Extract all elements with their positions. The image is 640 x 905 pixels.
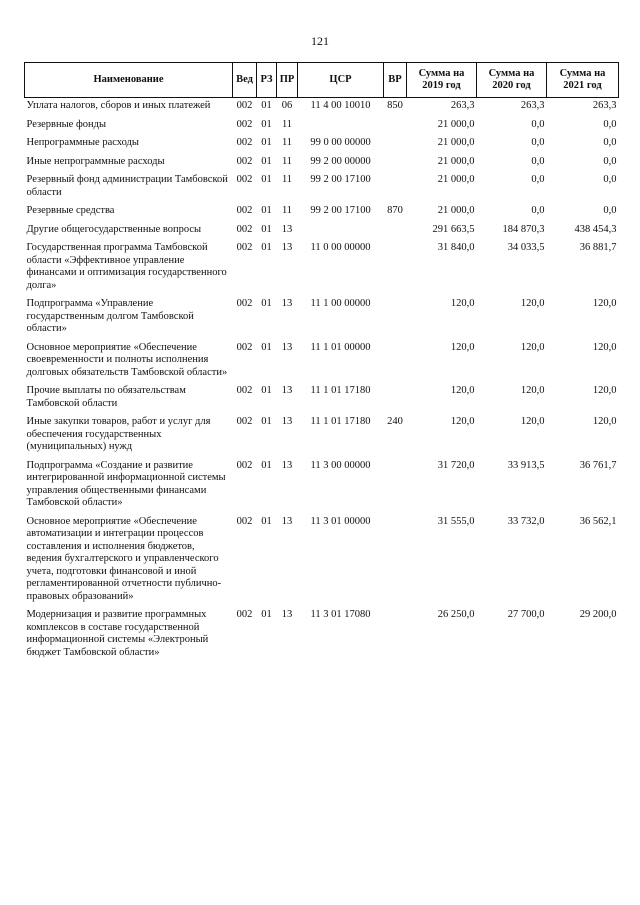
row-name: Модернизация и развитие программных комплексов в составе государственной информационной системы «Электроный бюджет Тамбовской области» [26, 609, 209, 658]
row-pr: 13 [281, 515, 293, 527]
row-ved: 002 [236, 137, 253, 148]
row-vr: 240 [387, 416, 403, 427]
row-name: Резервные фонды [26, 118, 107, 130]
row-ved: 002 [236, 609, 253, 620]
row-vr [384, 383, 407, 414]
row-pr: 06 [281, 100, 293, 111]
row-name: Резервный фонд администрации Тамбовской области [26, 174, 228, 198]
row-rz: 01 [261, 205, 272, 216]
row-vr: 870 [387, 205, 403, 216]
row-sum-2019: 291 663,5 [432, 223, 475, 235]
row-vr [384, 172, 407, 203]
row-sum-2021: 29 200,0 [579, 609, 617, 620]
table-row [25, 240, 619, 296]
row-name: Иные закупки товаров, работ и услуг для обеспечения государственных (муниципальных) нужд [26, 416, 211, 452]
row-vr: 850 [387, 100, 403, 111]
row-sum-2019: 21 000,0 [437, 118, 475, 130]
row-ved: 002 [236, 242, 253, 253]
row-rz: 01 [261, 341, 272, 353]
row-sum-2019: 21 000,0 [437, 137, 475, 148]
row-ved: 002 [236, 385, 253, 396]
table-row [25, 222, 619, 241]
header-vr: ВР [384, 63, 407, 98]
header-pr: ПР [277, 63, 298, 98]
row-ved: 002 [236, 459, 253, 471]
header-name: Наименование [25, 63, 233, 98]
row-csr: 11 1 01 00000 [310, 341, 371, 353]
row-csr: 11 3 01 17080 [310, 609, 371, 620]
row-pr: 13 [281, 242, 293, 253]
row-pr: 13 [281, 341, 293, 353]
row-sum-2019: 120,0 [450, 416, 475, 427]
row-rz: 01 [261, 385, 272, 396]
row-name: Прочие выплаты по обязательствам Тамбовской области [26, 385, 186, 409]
row-rz: 01 [261, 223, 272, 235]
budget-table [24, 62, 619, 663]
row-sum-2020: 120,0 [520, 298, 545, 309]
row-sum-2021: 263,3 [592, 100, 617, 111]
row-sum-2020: 33 732,0 [507, 515, 545, 527]
row-csr [298, 222, 384, 241]
row-csr [298, 117, 384, 136]
header-csr: ЦСР [298, 63, 384, 98]
row-sum-2020: 120,0 [520, 341, 545, 353]
row-vr [384, 514, 407, 608]
row-csr: 11 0 00 00000 [310, 242, 371, 253]
row-name: Подпрограмма «Управление государственным долгом Тамбовской области» [26, 298, 194, 334]
row-sum-2020: 0,0 [531, 155, 545, 167]
row-ved: 002 [236, 155, 253, 167]
row-rz: 01 [261, 174, 272, 185]
row-pr: 11 [281, 174, 293, 185]
row-rz: 01 [261, 298, 272, 309]
row-sum-2020: 34 033,5 [507, 242, 545, 253]
row-name: Резервные средства [26, 205, 115, 216]
row-sum-2021: 120,0 [592, 416, 617, 427]
row-pr: 13 [281, 298, 293, 309]
row-sum-2020: 263,3 [520, 100, 545, 111]
row-rz: 01 [261, 155, 272, 167]
row-name: Иные непрограммные расходы [26, 155, 165, 167]
row-sum-2021: 36 761,7 [579, 459, 617, 471]
row-pr: 13 [281, 223, 293, 235]
row-csr: 11 3 00 00000 [310, 459, 371, 471]
row-sum-2021: 36 881,7 [579, 242, 617, 253]
row-sum-2021: 0,0 [603, 174, 617, 185]
row-vr [384, 222, 407, 241]
row-vr [384, 135, 407, 154]
row-vr [384, 154, 407, 173]
row-pr: 11 [281, 205, 293, 216]
row-sum-2019: 31 840,0 [437, 242, 475, 253]
row-rz: 01 [261, 515, 272, 527]
header-ved: Вед [233, 63, 257, 98]
row-vr [384, 458, 407, 514]
row-sum-2019: 31 555,0 [437, 515, 475, 527]
row-sum-2020: 0,0 [531, 174, 545, 185]
row-sum-2019: 21 000,0 [437, 155, 475, 167]
row-sum-2020: 120,0 [520, 385, 545, 396]
row-ved: 002 [236, 341, 253, 353]
row-name: Другие общегосударственные вопросы [26, 223, 202, 235]
row-rz: 01 [261, 118, 272, 130]
row-pr: 11 [281, 118, 293, 130]
row-pr: 13 [281, 459, 293, 471]
row-ved: 002 [236, 174, 253, 185]
header-sum-2021: Сумма на 2021 год [547, 63, 619, 98]
row-sum-2020: 33 913,5 [507, 459, 545, 471]
row-name: Основное мероприятие «Обеспечение своевременности и полноты исполнения долговых обязательств Тамбовской области» [26, 341, 228, 378]
table-row [25, 117, 619, 136]
row-sum-2021: 438 454,3 [574, 223, 617, 235]
row-ved: 002 [236, 118, 253, 130]
header-sum-2019: Сумма на 2019 год [407, 63, 477, 98]
table-row [25, 296, 619, 340]
row-sum-2021: 0,0 [603, 155, 617, 167]
row-vr [384, 296, 407, 340]
row-sum-2019: 263,3 [450, 100, 475, 111]
row-sum-2021: 0,0 [603, 118, 617, 130]
row-rz: 01 [261, 609, 272, 620]
row-ved: 002 [236, 100, 253, 111]
row-csr: 99 2 00 17100 [310, 174, 371, 185]
table-row [25, 203, 619, 222]
row-ved: 002 [236, 205, 253, 216]
table-row [25, 340, 619, 384]
row-ved: 002 [236, 416, 253, 427]
row-sum-2019: 120,0 [450, 298, 475, 309]
row-sum-2019: 31 720,0 [437, 459, 475, 471]
row-sum-2021: 120,0 [592, 385, 617, 396]
table-row [25, 135, 619, 154]
row-ved: 002 [236, 515, 253, 527]
row-sum-2021: 0,0 [603, 137, 617, 148]
row-csr: 99 2 00 17100 [310, 205, 371, 216]
row-name: Основное мероприятие «Обеспечение автоматизации и интеграции процессов составления и исполнения бюджетов, ведения бухгалтерского и управленческого учета, подготовки финансовой и иной регламентированной отчетности публично-правовых образований» [26, 515, 222, 602]
row-vr [384, 240, 407, 296]
row-sum-2019: 120,0 [450, 385, 475, 396]
row-sum-2019: 120,0 [450, 341, 475, 353]
table-row [25, 172, 619, 203]
row-sum-2021: 120,0 [592, 341, 617, 353]
table-row [25, 514, 619, 608]
row-rz: 01 [261, 459, 272, 471]
row-rz: 01 [261, 416, 272, 427]
row-rz: 01 [261, 242, 272, 253]
row-sum-2020: 0,0 [531, 205, 545, 216]
table-row [25, 154, 619, 173]
row-sum-2019: 21 000,0 [437, 205, 475, 216]
row-csr: 11 3 01 00000 [310, 515, 371, 527]
row-sum-2021: 120,0 [592, 298, 617, 309]
row-csr: 99 0 00 00000 [310, 137, 371, 148]
row-sum-2019: 26 250,0 [437, 609, 475, 620]
row-sum-2021: 36 562,1 [579, 515, 617, 527]
row-name: Государственная программа Тамбовской области «Эффективное управление финансами и оптимизация государственного долга» [26, 242, 227, 291]
table-row [25, 607, 619, 663]
table-header-row [25, 63, 619, 98]
row-csr: 11 1 01 17180 [310, 416, 371, 427]
table-row [25, 458, 619, 514]
row-csr: 11 1 01 17180 [310, 385, 371, 396]
row-vr [384, 117, 407, 136]
row-rz: 01 [261, 137, 272, 148]
row-sum-2020: 0,0 [531, 118, 545, 130]
row-sum-2020: 184 870,3 [502, 223, 545, 235]
row-pr: 13 [281, 385, 293, 396]
row-vr [384, 607, 407, 663]
row-name: Подпрограмма «Создание и развитие интегрированной информационной системы управления общественными финансами Тамбовской области» [26, 459, 226, 508]
row-pr: 11 [281, 137, 293, 148]
row-csr: 11 1 00 00000 [310, 298, 371, 309]
row-ved: 002 [236, 298, 253, 309]
row-csr: 99 2 00 00000 [310, 155, 371, 167]
table-row [25, 383, 619, 414]
row-ved: 002 [236, 223, 253, 235]
row-pr: 11 [281, 155, 293, 167]
row-sum-2020: 120,0 [520, 416, 545, 427]
row-sum-2020: 0,0 [531, 137, 545, 148]
row-sum-2020: 27 700,0 [507, 609, 545, 620]
table-row [25, 414, 619, 458]
row-pr: 13 [281, 609, 293, 620]
row-name: Непрограммные расходы [26, 137, 139, 148]
row-rz: 01 [261, 100, 272, 111]
row-csr: 11 4 00 10010 [310, 100, 371, 111]
row-sum-2019: 21 000,0 [437, 174, 475, 185]
header-rz: РЗ [257, 63, 277, 98]
row-sum-2021: 0,0 [603, 205, 617, 216]
row-name: Уплата налогов, сборов и иных платежей [26, 100, 211, 111]
header-sum-2020: Сумма на 2020 год [477, 63, 547, 98]
table-row [25, 98, 619, 117]
page-number: 121 [311, 34, 329, 48]
row-vr [384, 340, 407, 384]
row-pr: 13 [281, 416, 293, 427]
